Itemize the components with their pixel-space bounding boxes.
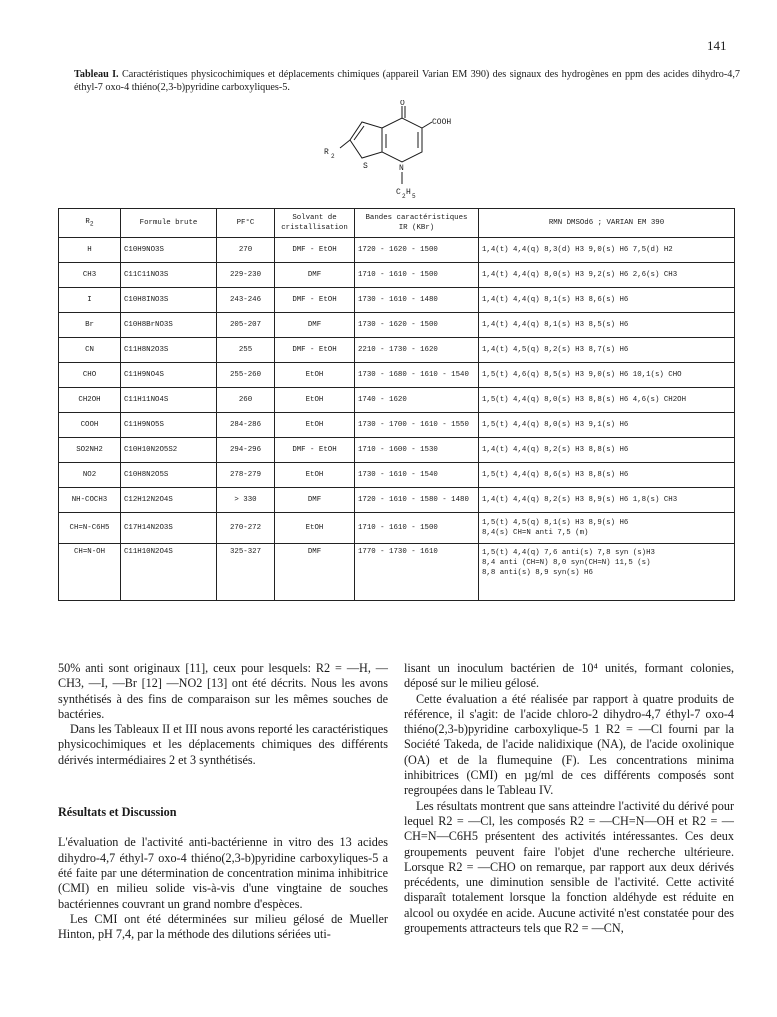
thiophene-ring (350, 122, 382, 158)
rmn-line: 8,4(s) CH=N anti 7,5 (m) (482, 529, 589, 537)
paragraph: Cette évaluation a été réalisée par rapport à quatre produits de référence, il s'agit: de l'acide chloro-2 dihydro-4,7 éthyl-7 oxo-4 thiéno(2,3-b)pyridine carboxylique-5 1 R2 = —Cl fourni par la Société Takeda, de l'acide nalidixique (NA), de l'acide oxolinique (OA) et de la flumequine (F). Les concentrations minima inhibitrices (CMI) en µg/ml de ces différents composés sont regroupées dans le Tableau IV. (404, 691, 734, 798)
cell-rmn (479, 363, 735, 388)
cell-r2: H (59, 238, 121, 263)
table-row (59, 338, 735, 363)
paragraph: Les CMI ont été déterminées sur milieu gélosé de Mueller Hinton, pH 7,4, par la méthode des dilutions sériées uti- (58, 911, 388, 942)
cell-r2: CH2OH (59, 388, 121, 413)
cell-solvent: DMF - EtOH (275, 238, 355, 263)
rmn-line: 1,5(t) 4,5(q) 8,1(s) H3 8,9(s) H6 (482, 519, 629, 527)
table-header-row (59, 209, 735, 238)
table-row (59, 438, 735, 463)
cell-solvent: DMF (275, 488, 355, 513)
cell-solvent: EtOH (275, 388, 355, 413)
header-solvent: Solvant de cristallisation (275, 209, 355, 238)
chemical-structure (320, 100, 470, 204)
table-row (59, 413, 735, 438)
cell-pf: 278-279 (217, 463, 275, 488)
data-table (58, 208, 735, 601)
paragraph: L'évaluation de l'activité anti-bactérienne in vitro des 13 acides dihydro-4,7 éthyl-7 oxo-4 thiéno(2,3-b)pyridine carboxyliques-5 a été faite par une détermination de concentration minima inhibitrice (CMI) en milieu solide vis-à-vis d'une vingtaine de souches bactériennes couvrant un grand nombre d'espèces. (58, 835, 388, 911)
table-row (59, 363, 735, 388)
cell-formula: C11H9NO4S (121, 363, 217, 388)
cell-rmn (479, 413, 735, 438)
svg-text:2: 2 (331, 153, 335, 160)
table-caption-text: Caractéristiques physicochimiques et déplacements chimiques (appareil Varian EM 390) des signaux des hydrogènes en ppm des acides dihydro-4,7 éthyl-7 oxo-4 thiéno(2,3-b)pyridine carboxyliques-5. (74, 69, 740, 93)
cell-formula: C11C11NO3S (121, 263, 217, 288)
cell-formula: C11H8N2O3S (121, 338, 217, 363)
cell-r2: I (59, 288, 121, 313)
table-row (59, 488, 735, 513)
rmn-line: 1,4(t) 4,4(q) 8,2(s) H3 8,8(s) H6 (482, 446, 629, 454)
cell-ir: 2210 - 1730 - 1620 (355, 338, 479, 363)
header-ir: Bandes caractéristiques IR (KBr) (355, 209, 479, 238)
body-column-right (404, 661, 734, 936)
rmn-line: 1,4(t) 4,4(q) 8,1(s) H3 8,6(s) H6 (482, 296, 629, 304)
cell-ir: 1740 - 1620 (355, 388, 479, 413)
cell-formula: C10H9NO3S (121, 238, 217, 263)
cell-pf: 270-272 (217, 513, 275, 544)
table-row (59, 263, 735, 288)
cell-formula: C10H8N2O5S (121, 463, 217, 488)
rmn-line: 1,5(t) 4,4(q) 7,6 anti(s) 7,8 syn (s)H3 (482, 549, 655, 557)
cell-pf: 255-260 (217, 363, 275, 388)
section-heading: Résultats et Discussion (58, 805, 177, 820)
rmn-line: 1,4(t) 4,5(q) 8,2(s) H3 8,7(s) H6 (482, 346, 629, 354)
cell-pf: 325-327 (217, 544, 275, 601)
cell-pf: 255 (217, 338, 275, 363)
cell-ir: 1730 - 1610 - 1480 (355, 288, 479, 313)
rmn-line: 1,4(t) 4,4(q) 8,1(s) H3 8,5(s) H6 (482, 321, 629, 329)
cell-rmn (479, 544, 735, 601)
paragraph: Les résultats montrent que sans atteindre l'activité du dérivé pour lequel R2 = —Cl, les composés R2 = —CH=N—OH et R2 = —CH=N—C6H5 présentent des activités intéressantes. Ces deux groupements peuvent faire l'objet d'une recherche ultérieure. Lorsque R2 = —CHO on remarque, par rapport aux deux dérivés précédents, une diminution sensible de l'activité. Cette activité disparaît totalement lorsque la fonction aldéhyde est réduite en alcool ou oxydée en acide. Aucune activité n'est constatée pour des groupements attracteurs tels que R2 = —CN, (404, 798, 734, 936)
svg-text:H: H (406, 188, 411, 197)
paragraph: lisant un inoculum bactérien de 10⁴ unités, formant colonies, déposé sur le milieu gélosé. (404, 661, 734, 691)
page-number: 141 (707, 38, 727, 53)
cell-r2: COOH (59, 413, 121, 438)
table-row (59, 288, 735, 313)
rmn-line: 1,4(t) 4,4(q) 8,2(s) H3 8,9(s) H6 1,8(s) CH3 (482, 496, 678, 504)
cell-r2: NO2 (59, 463, 121, 488)
rmn-line: 1,5(t) 4,6(q) 8,5(s) H3 9,0(s) H6 10,1(s) CHO (482, 371, 682, 379)
table-row (59, 513, 735, 544)
table-caption (74, 68, 740, 94)
structure-r2: R (324, 148, 329, 157)
rmn-line: 1,4(t) 4,4(q) 8,3(d) H3 9,0(s) H6 7,5(d) H2 (482, 246, 673, 254)
paragraph: Dans les Tableaux II et III nous avons reporté les caractéristiques physicochimiques et les déplacements chimiques des différents dérivés intermédiaires 2 et 3 synthétisés. (58, 722, 388, 767)
cell-formula: C10H10N2O5S2 (121, 438, 217, 463)
rmn-line: 1,5(t) 4,4(q) 8,0(s) H3 8,8(s) H6 4,6(s) CH2OH (482, 396, 687, 404)
header-rmn: RMN DMSOd6 ; VARIAN EM 390 (479, 209, 735, 238)
structure-ethyl: C (396, 188, 401, 197)
cell-solvent: DMF - EtOH (275, 338, 355, 363)
cell-formula: C10H8BrNO3S (121, 313, 217, 338)
table-row (59, 313, 735, 338)
cell-solvent: EtOH (275, 513, 355, 544)
table-row (59, 238, 735, 263)
pyridine-ring (382, 118, 422, 162)
cell-solvent: EtOH (275, 413, 355, 438)
rmn-line: 1,4(t) 4,4(q) 8,0(s) H3 9,2(s) H6 2,6(s) CH3 (482, 271, 678, 279)
cell-rmn (479, 438, 735, 463)
cell-pf: 243-246 (217, 288, 275, 313)
cell-ir: 1730 - 1620 - 1500 (355, 313, 479, 338)
cell-solvent: DMF - EtOH (275, 438, 355, 463)
rmn-line: 8,8 anti(s) 8,9 syn(s) H6 (482, 569, 593, 577)
cell-r2: CH=N-OH (59, 544, 121, 601)
structure-cooh: COOH (432, 118, 452, 127)
cell-ir: 1720 - 1620 - 1500 (355, 238, 479, 263)
cell-ir: 1730 - 1700 - 1610 - 1550 (355, 413, 479, 438)
cell-r2: SO2NH2 (59, 438, 121, 463)
cell-ir: 1710 - 1610 - 1500 (355, 263, 479, 288)
cell-solvent: DMF (275, 263, 355, 288)
cell-rmn (479, 288, 735, 313)
table-row (59, 544, 735, 601)
table-row (59, 388, 735, 413)
table-caption-label: Tableau I. (74, 69, 119, 80)
cell-solvent: EtOH (275, 363, 355, 388)
cell-r2: CH3 (59, 263, 121, 288)
cell-pf: 284-286 (217, 413, 275, 438)
structure-sulfur: S (363, 162, 368, 171)
cell-ir: 1710 - 1610 - 1500 (355, 513, 479, 544)
cell-r2: CHO (59, 363, 121, 388)
rmn-line: 1,5(t) 4,4(q) 8,0(s) H3 9,1(s) H6 (482, 421, 629, 429)
cell-pf: 260 (217, 388, 275, 413)
cell-ir: 1730 - 1680 - 1610 - 1540 (355, 363, 479, 388)
structure-oxygen: O (400, 100, 405, 108)
cell-rmn (479, 488, 735, 513)
rmn-line: 1,5(t) 4,4(q) 8,6(s) H3 8,8(s) H6 (482, 471, 629, 479)
svg-text:2: 2 (402, 193, 406, 200)
cell-ir: 1770 - 1730 - 1610 (355, 544, 479, 601)
cell-formula: C12H12N2O4S (121, 488, 217, 513)
cell-r2: Br (59, 313, 121, 338)
cell-ir: 1730 - 1610 - 1540 (355, 463, 479, 488)
header-pf: PF°C (217, 209, 275, 238)
table-row (59, 463, 735, 488)
cell-solvent: EtOH (275, 463, 355, 488)
cell-formula: C11H10N2O4S (121, 544, 217, 601)
svg-text:5: 5 (412, 193, 416, 200)
cell-pf: 205-207 (217, 313, 275, 338)
structure-nitrogen: N (399, 164, 404, 173)
cell-rmn (479, 238, 735, 263)
cell-rmn (479, 338, 735, 363)
cell-ir: 1720 - 1610 - 1580 - 1480 (355, 488, 479, 513)
header-r2: $R_2$ (59, 209, 121, 238)
header-formula: Formule brute (121, 209, 217, 238)
body-column-left (58, 661, 388, 942)
cell-pf: 229-230 (217, 263, 275, 288)
cell-solvent: DMF (275, 544, 355, 601)
cell-rmn (479, 263, 735, 288)
cell-rmn (479, 463, 735, 488)
cell-formula: C17H14N2O3S (121, 513, 217, 544)
cell-r2: CN (59, 338, 121, 363)
cell-solvent: DMF (275, 313, 355, 338)
cell-rmn (479, 313, 735, 338)
cell-r2: CH=N-C6H5 (59, 513, 121, 544)
cell-solvent: DMF - EtOH (275, 288, 355, 313)
cell-formula: C10H8INO3S (121, 288, 217, 313)
cell-rmn (479, 513, 735, 544)
cell-formula: C11H9NO5S (121, 413, 217, 438)
paragraph: 50% anti sont originaux [11], ceux pour lesquels: R2 = —H, —CH3, —I, —Br [12] —NO2 [13] ont été décrits. Nous les avons synthétisés à des fins de comparaison sur les mêmes souches de bactéries. (58, 661, 388, 721)
cell-r2: NH-COCH3 (59, 488, 121, 513)
rmn-line: 8,4 anti (CH=N) 8,0 syn(CH=N) 11,5 (s) (482, 559, 651, 567)
cell-formula: C11H11NO4S (121, 388, 217, 413)
cell-ir: 1710 - 1600 - 1530 (355, 438, 479, 463)
cell-pf: 270 (217, 238, 275, 263)
cell-rmn (479, 388, 735, 413)
cell-pf: 294-296 (217, 438, 275, 463)
cell-pf: > 330 (217, 488, 275, 513)
